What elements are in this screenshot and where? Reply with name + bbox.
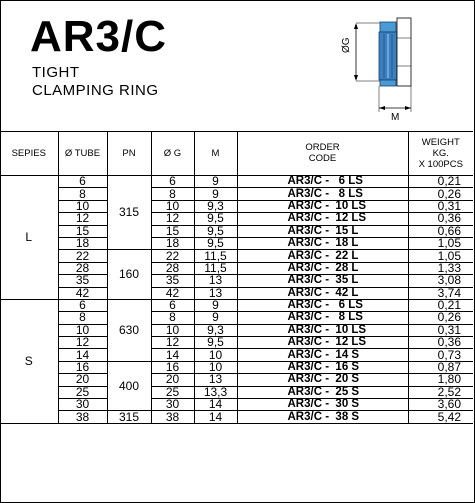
pn-cell: 400	[107, 361, 151, 411]
m-cell: 9	[194, 176, 237, 188]
weight-cell: 0,36	[408, 213, 473, 225]
weight-cell: 0,26	[408, 312, 473, 324]
col-tube: Ø TUBE	[58, 131, 107, 176]
m-cell: 9	[194, 312, 237, 324]
m-cell: 10	[194, 349, 237, 361]
order-code-cell: AR3/C - 16 S	[237, 361, 408, 373]
weight-cell: 1,05	[408, 250, 473, 262]
product-subtitle-line1: TIGHT	[32, 64, 80, 81]
order-code-cell: AR3/C - 35 L	[237, 275, 408, 287]
weight-cell: 0,73	[408, 349, 473, 361]
tube-cell: 8	[58, 188, 107, 200]
m-cell: 14	[194, 411, 237, 423]
table-row	[0, 349, 473, 361]
tube-cell: 6	[58, 299, 107, 311]
weight-cell: 1,80	[408, 374, 473, 386]
pn-cell: 630	[107, 299, 151, 361]
table-header-row	[0, 131, 473, 176]
pn-cell: 315	[107, 411, 151, 423]
g-cell: 12	[151, 337, 194, 349]
tube-cell: 35	[58, 275, 107, 287]
order-code-cell: AR3/C - 6 LS	[237, 299, 408, 311]
table-row	[0, 176, 473, 188]
table-row	[0, 237, 473, 249]
m-cell: 11,5	[194, 250, 237, 262]
table-row	[0, 275, 473, 287]
tube-cell: 14	[58, 349, 107, 361]
tube-cell: 22	[58, 250, 107, 262]
order-code-cell: AR3/C - 42 L	[237, 287, 408, 299]
tube-cell: 18	[58, 237, 107, 249]
table-body	[0, 176, 473, 424]
col-weight-line3: X 100PCS	[418, 158, 463, 170]
m-cell: 9,3	[194, 200, 237, 212]
g-cell: 6	[151, 299, 194, 311]
col-order-line2: CODE	[308, 153, 337, 164]
m-cell: 11,5	[194, 262, 237, 274]
weight-cell: 0,31	[408, 324, 473, 336]
product-title: AR3/C	[30, 12, 168, 61]
col-pn: PN	[107, 131, 151, 176]
order-code-cell: AR3/C - 12 LS	[237, 337, 408, 349]
clamping-ring-drawing	[336, 8, 446, 123]
g-cell: 22	[151, 250, 194, 262]
order-code-cell: AR3/C - 14 S	[237, 349, 408, 361]
order-code-cell: AR3/C - 10 LS	[237, 200, 408, 212]
g-cell: 28	[151, 262, 194, 274]
series-cell: L	[0, 176, 58, 300]
tube-cell: 20	[58, 374, 107, 386]
tube-cell: 6	[58, 176, 107, 188]
m-cell: 9	[194, 299, 237, 311]
order-code-cell: AR3/C - 18 L	[237, 237, 408, 249]
g-cell: 8	[151, 188, 194, 200]
col-weight-line2: KG.	[432, 147, 449, 159]
table-row	[0, 299, 473, 311]
m-cell: 13,3	[194, 386, 237, 398]
g-cell: 42	[151, 287, 194, 299]
tube-cell: 16	[58, 361, 107, 373]
m-cell: 9,5	[194, 213, 237, 225]
m-cell: 10	[194, 361, 237, 373]
weight-cell: 1,05	[408, 237, 473, 249]
order-code-cell: AR3/C - 8 LS	[237, 312, 408, 324]
weight-cell: 3,08	[408, 275, 473, 287]
order-code-cell: AR3/C - 25 S	[237, 386, 408, 398]
table-row	[0, 287, 473, 299]
order-code-cell: AR3/C - 6 LS	[237, 176, 408, 188]
tube-cell: 42	[58, 287, 107, 299]
tube-cell: 8	[58, 312, 107, 324]
m-cell: 9,3	[194, 324, 237, 336]
g-cell: 12	[151, 213, 194, 225]
g-cell: 20	[151, 374, 194, 386]
m-cell: 9,5	[194, 237, 237, 249]
weight-cell: 0,26	[408, 188, 473, 200]
m-cell: 13	[194, 287, 237, 299]
series-cell: S	[0, 299, 58, 423]
table-row	[0, 200, 473, 212]
col-series: SEPIES	[0, 131, 58, 176]
weight-cell: 0,21	[408, 299, 473, 311]
g-cell: 35	[151, 275, 194, 287]
m-cell: 9,5	[194, 225, 237, 237]
g-cell: 14	[151, 349, 194, 361]
order-code-cell: AR3/C - 10 LS	[237, 324, 408, 336]
tube-cell: 10	[58, 200, 107, 212]
order-code-cell: AR3/C - 20 S	[237, 374, 408, 386]
table-row	[0, 337, 473, 349]
weight-cell: 0,31	[408, 200, 473, 212]
product-table	[0, 131, 473, 424]
weight-cell: 0,66	[408, 225, 473, 237]
table-row	[0, 312, 473, 324]
pn-cell: 315	[107, 176, 151, 250]
col-order-line1: ORDER	[305, 142, 340, 153]
table-row	[0, 324, 473, 336]
tube-cell: 38	[58, 411, 107, 423]
diameter-g-label: ØG	[341, 37, 352, 53]
m-cell: 13	[194, 275, 237, 287]
weight-cell: 3,74	[408, 287, 473, 299]
order-code-cell: AR3/C - 8 LS	[237, 188, 408, 200]
g-cell: 6	[151, 176, 194, 188]
g-cell: 18	[151, 237, 194, 249]
table-row	[0, 374, 473, 386]
table-row	[0, 411, 473, 423]
m-cell: 9,5	[194, 337, 237, 349]
tube-cell: 12	[58, 213, 107, 225]
order-code-cell: AR3/C - 38 S	[237, 411, 408, 423]
table-row	[0, 262, 473, 274]
weight-cell: 0,21	[408, 176, 473, 188]
col-g: Ø G	[151, 131, 194, 176]
g-cell: 8	[151, 312, 194, 324]
table-row	[0, 188, 473, 200]
g-cell: 16	[151, 361, 194, 373]
table-row	[0, 225, 473, 237]
weight-cell: 2,52	[408, 386, 473, 398]
table-row	[0, 386, 473, 398]
col-order-code	[237, 131, 408, 176]
g-cell: 15	[151, 225, 194, 237]
order-code-cell: AR3/C - 28 L	[237, 262, 408, 274]
order-code-cell: AR3/C - 22 L	[237, 250, 408, 262]
order-code-cell: AR3/C - 15 L	[237, 225, 408, 237]
tube-cell: 30	[58, 399, 107, 411]
weight-cell: 0,36	[408, 337, 473, 349]
weight-cell: 0,87	[408, 361, 473, 373]
g-cell: 38	[151, 411, 194, 423]
m-cell: 13	[194, 374, 237, 386]
m-dimension-label: M	[391, 112, 400, 123]
product-subtitle-line2: CLAMPING RING	[32, 82, 159, 99]
tube-cell: 10	[58, 324, 107, 336]
pn-cell: 160	[107, 250, 151, 300]
g-cell: 10	[151, 200, 194, 212]
weight-cell: 3,60	[408, 399, 473, 411]
tube-cell: 28	[58, 262, 107, 274]
tube-cell: 15	[58, 225, 107, 237]
col-weight-line1: WEIGHT	[421, 136, 460, 148]
table-row	[0, 361, 473, 373]
tube-cell: 25	[58, 386, 107, 398]
g-cell: 25	[151, 386, 194, 398]
table-row	[0, 399, 473, 411]
product-header	[0, 0, 473, 132]
order-code-cell: AR3/C - 12 LS	[237, 213, 408, 225]
m-cell: 9	[194, 188, 237, 200]
order-code-cell: AR3/C - 30 S	[237, 399, 408, 411]
tube-cell: 12	[58, 337, 107, 349]
col-m: M	[194, 131, 237, 176]
weight-cell: 5,42	[408, 411, 473, 423]
g-cell: 10	[151, 324, 194, 336]
m-cell: 14	[194, 399, 237, 411]
table-row	[0, 250, 473, 262]
g-cell: 30	[151, 399, 194, 411]
weight-cell: 1,33	[408, 262, 473, 274]
table-row	[0, 213, 473, 225]
col-weight	[408, 131, 473, 176]
